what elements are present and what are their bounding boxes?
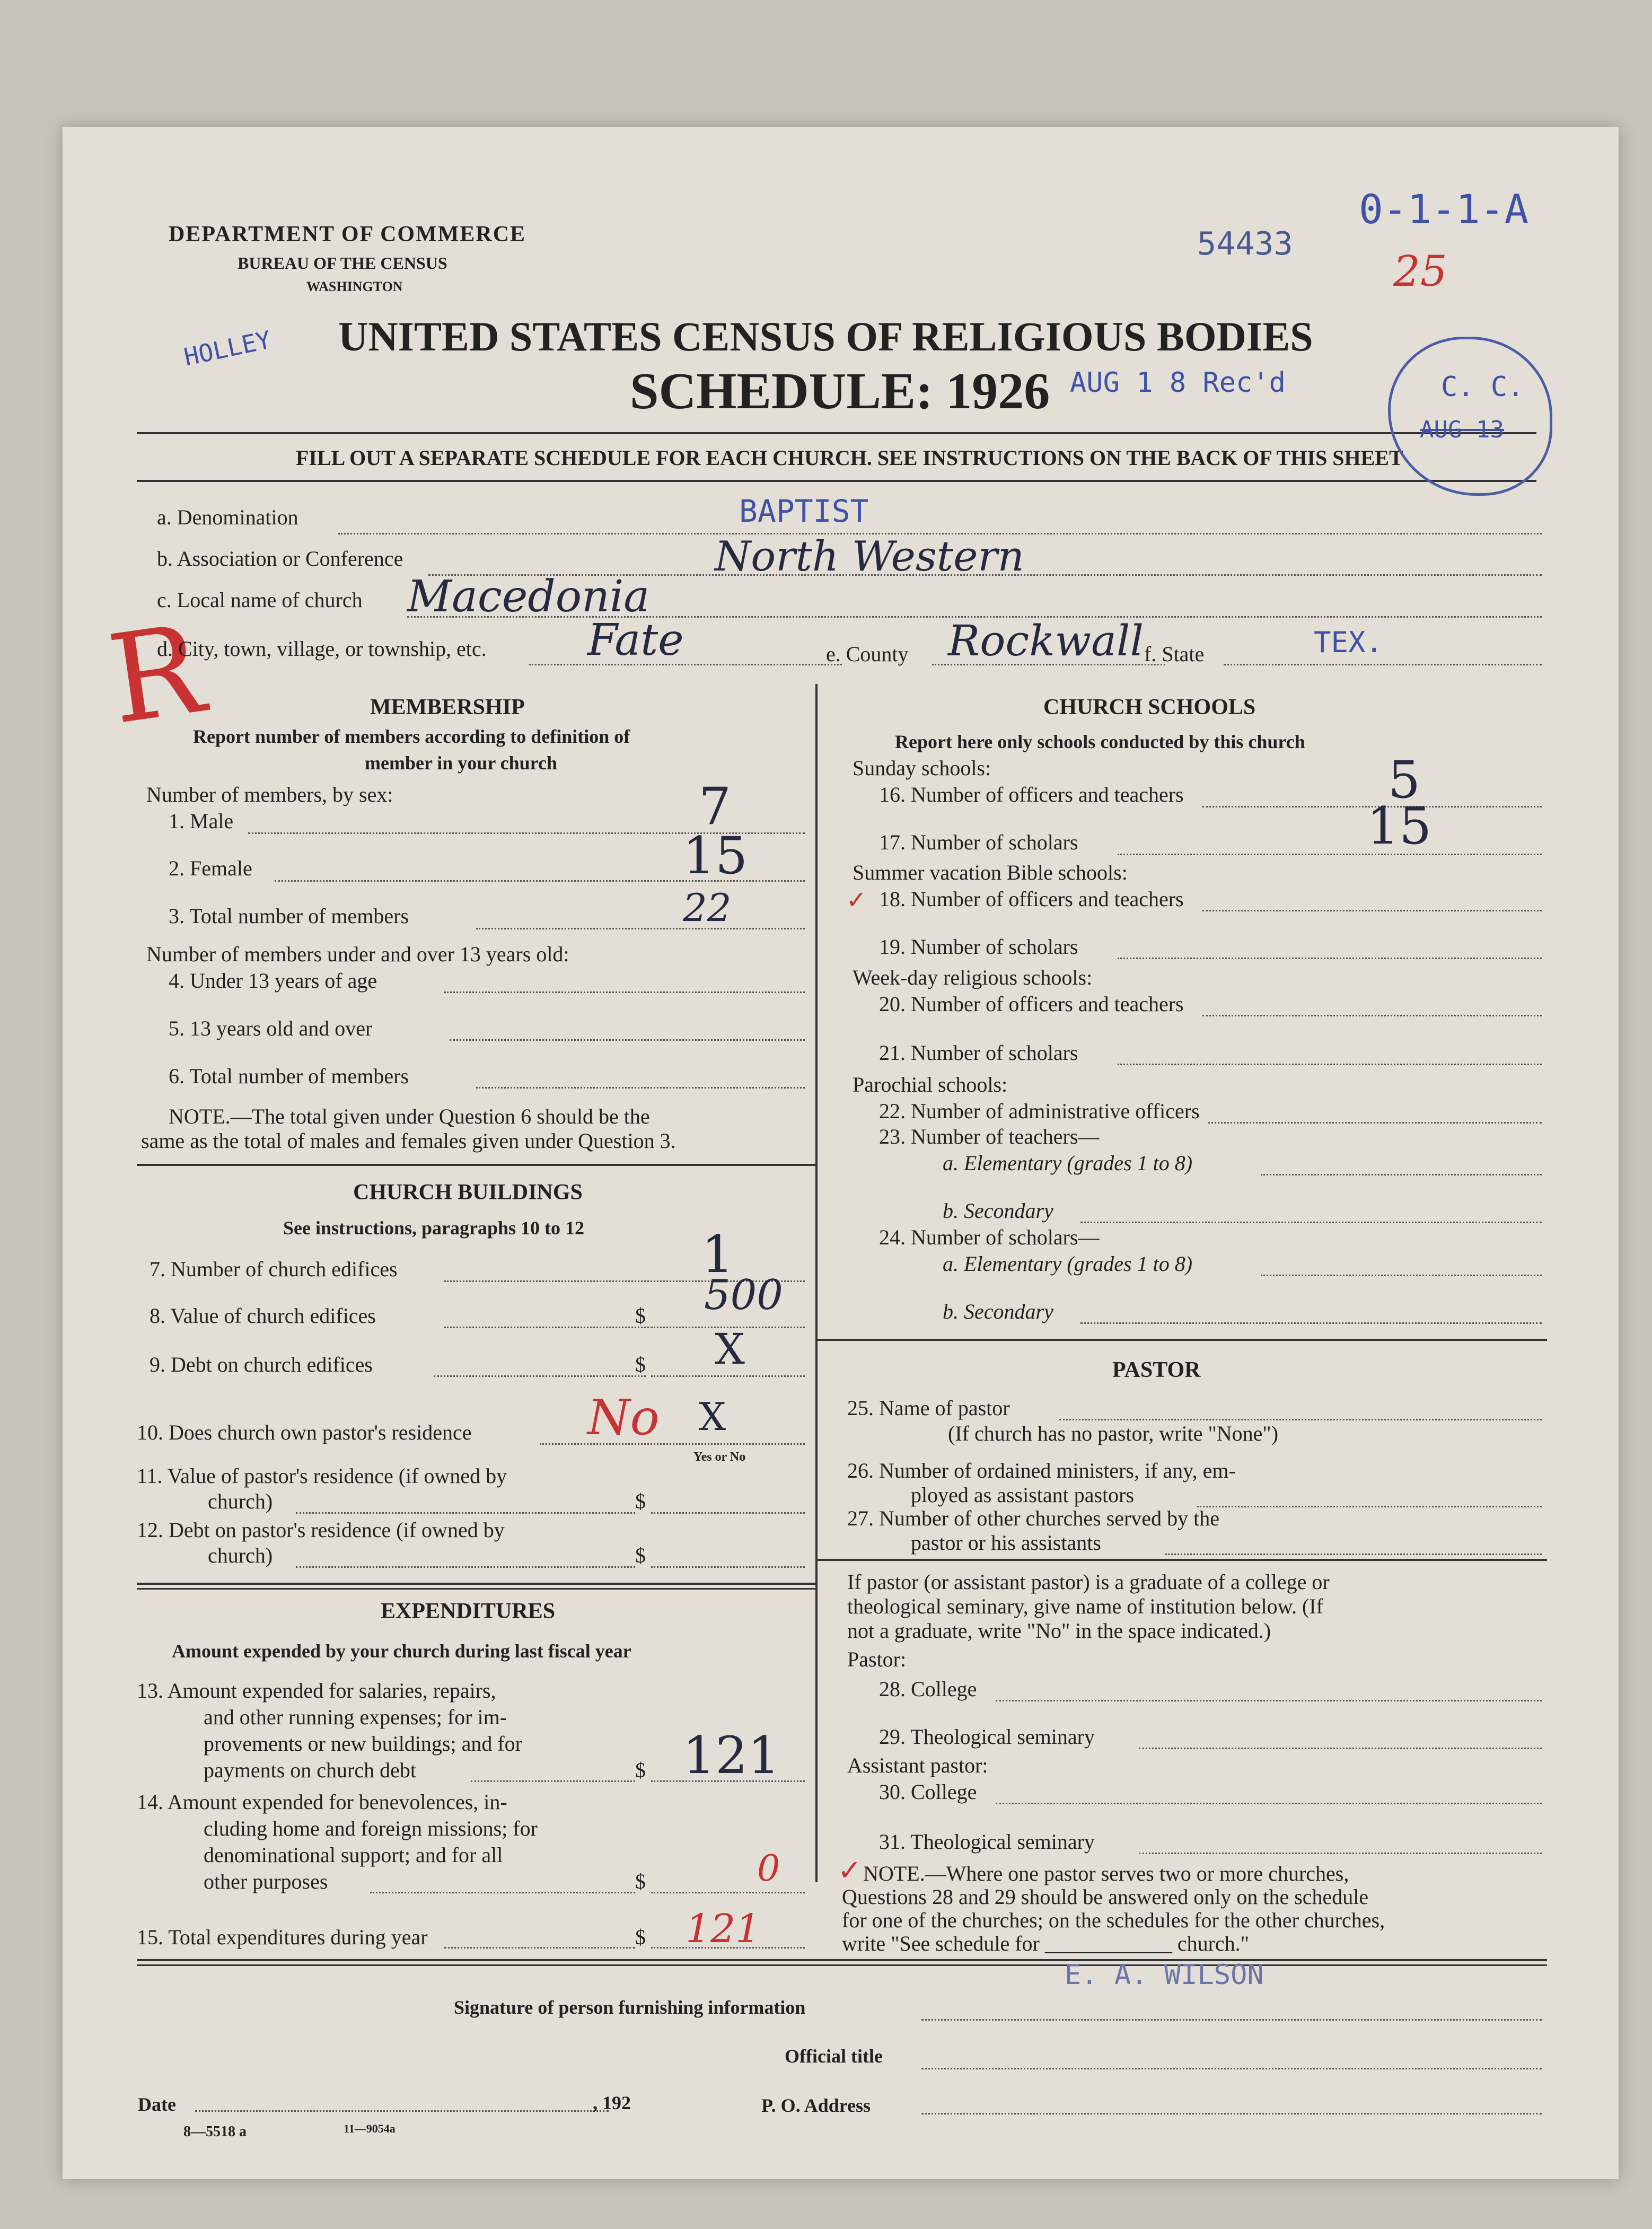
official-title-label: Official title — [785, 2046, 883, 2067]
church-name-label: c. Local name of church — [157, 588, 363, 612]
graduate-note-line2: theological seminary, give name of institution below. (If — [847, 1594, 1323, 1618]
washington-heading: WASHINGTON — [306, 279, 403, 294]
date-label: Date — [138, 2094, 176, 2115]
membership-note2: same as the total of males and females given under Question 3. — [141, 1129, 676, 1153]
q25-label: 25. Name of pastor — [847, 1396, 1010, 1420]
q31-label: 31. Theological seminary — [879, 1830, 1095, 1854]
summer-schools-label: Summer vacation Bible schools: — [853, 861, 1128, 884]
red-number-annotation: 25 — [1393, 247, 1447, 296]
association-label: b. Association or Conference — [157, 547, 403, 571]
denomination-value: BAPTIST — [739, 493, 869, 529]
q14-answer: 0 — [757, 1848, 780, 1890]
q13-dollar: $ — [635, 1758, 646, 1782]
city-line[interactable] — [529, 664, 842, 665]
q23a-line[interactable] — [1261, 1174, 1542, 1175]
q16-label: 16. Number of officers and teachers — [879, 783, 1184, 806]
buildings-rule-double — [137, 1588, 815, 1590]
buildings-rule — [137, 1583, 815, 1585]
q13-line[interactable] — [471, 1780, 635, 1782]
q17-label: 17. Number of scholars — [879, 830, 1078, 854]
pastor-note-line1: NOTE.—Where one pastor serves two or more churches, — [863, 1862, 1349, 1885]
red-r-mark: R — [101, 599, 212, 752]
q9-dollar: $ — [635, 1353, 646, 1376]
q14-line[interactable] — [370, 1892, 635, 1893]
q24a-line[interactable] — [1261, 1275, 1542, 1276]
q13-label-line1: 13. Amount expended for salaries, repairs, — [137, 1679, 496, 1703]
q24-label: 24. Number of scholars— — [879, 1225, 1100, 1249]
q9-amount-line[interactable] — [651, 1375, 805, 1377]
signature-line[interactable] — [921, 2019, 1542, 2021]
q14-label-line1: 14. Amount expended for benevolences, in- — [137, 1790, 507, 1814]
q21-label: 21. Number of scholars — [879, 1041, 1078, 1065]
q8-answer: 500 — [704, 1271, 783, 1319]
po-address-line[interactable] — [921, 2113, 1542, 2114]
q15-answer: 121 — [686, 1906, 761, 1952]
q22-line[interactable] — [1208, 1122, 1542, 1124]
buildings-heading: CHURCH BUILDINGS — [353, 1180, 583, 1205]
q20-label: 20. Number of officers and teachers — [879, 992, 1184, 1016]
membership-sub2: member in your church — [365, 752, 558, 774]
q27-label-line1: 27. Number of other churches served by the — [847, 1506, 1219, 1530]
q20-line[interactable] — [1202, 1015, 1542, 1016]
q4-line[interactable] — [444, 991, 805, 993]
q2-label: 2. Female — [169, 856, 252, 880]
pastor-note-line4: write "See schedule for ____________ church." — [842, 1932, 1250, 1955]
column-divider — [815, 684, 818, 1882]
q24a-label: a. Elementary (grades 1 to 8) — [943, 1252, 1193, 1276]
parochial-schools-label: Parochial schools: — [853, 1073, 1008, 1096]
q23b-line[interactable] — [1080, 1222, 1542, 1223]
association-value: North Western — [715, 533, 1024, 581]
q15-line[interactable] — [444, 1947, 635, 1949]
q11-label-line2: church) — [208, 1489, 273, 1513]
q16-answer: 5 — [1388, 750, 1421, 810]
membership-heading: MEMBERSHIP — [370, 695, 525, 719]
pastor-rule — [815, 1559, 1547, 1561]
q25-note: (If church has no pastor, write "None") — [948, 1421, 1279, 1445]
form-number: 8—5518 a — [183, 2123, 247, 2140]
by-sex-label: Number of members, by sex: — [146, 783, 393, 806]
q26-label-line1: 26. Number of ordained ministers, if any, em- — [847, 1459, 1236, 1482]
state-value: TEX. — [1314, 626, 1383, 659]
pastor-note-line2: Questions 28 and 29 should be answered only on the schedule — [842, 1885, 1369, 1909]
buildings-sub: See instructions, paragraphs 10 to 12 — [283, 1217, 585, 1239]
q4-label: 4. Under 13 years of age — [169, 969, 377, 993]
census-form-sheet — [63, 127, 1619, 2179]
membership-note1: NOTE.—The total given under Question 6 should be the — [169, 1104, 650, 1128]
pastor-heading: PASTOR — [1112, 1358, 1201, 1382]
q31-line[interactable] — [1139, 1853, 1542, 1854]
number-stamp: 54433 — [1197, 225, 1293, 262]
print-code: 11—9054a — [344, 2122, 396, 2135]
q15-dollar: $ — [635, 1925, 646, 1949]
q29-label: 29. Theological seminary — [879, 1725, 1095, 1749]
sunday-schools-label: Sunday schools: — [853, 756, 991, 780]
q26-label-line2: ployed as assistant pastors — [911, 1483, 1135, 1507]
q22-label: 22. Number of administrative officers — [879, 1099, 1200, 1123]
pastor-note-line3: for one of the churches; on the schedules for the other churches, — [842, 1908, 1385, 1932]
bureau-heading: BUREAU OF THE CENSUS — [238, 253, 447, 273]
footer-rule — [137, 1959, 1547, 1961]
q9-label: 9. Debt on church edifices — [150, 1353, 373, 1376]
q14-label-line4: other purposes — [204, 1870, 328, 1893]
q2-answer: 15 — [683, 826, 748, 885]
q18-line[interactable] — [1202, 910, 1542, 911]
note-check-mark: ✓ — [838, 1855, 862, 1886]
city-value: Fate — [587, 615, 684, 665]
schools-heading: CHURCH SCHOOLS — [1043, 695, 1256, 719]
header-rule-top — [137, 432, 1536, 434]
holley-stamp: HOLLEY — [181, 325, 274, 372]
q10-label: 10. Does church own pastor's residence — [137, 1420, 472, 1444]
q3-label: 3. Total number of members — [169, 904, 409, 928]
q14-label-line3: denominational support; and for all — [204, 1843, 503, 1867]
q13-answer: 121 — [683, 1726, 780, 1785]
q11-amount-line[interactable] — [651, 1512, 805, 1514]
q29-line[interactable] — [1139, 1748, 1542, 1749]
church-name-value: Macedonia — [407, 572, 650, 622]
q7-label: 7. Number of church edifices — [150, 1257, 398, 1281]
q12-amount-line[interactable] — [651, 1566, 805, 1568]
q13-label-line4: payments on church debt — [204, 1758, 416, 1782]
q8-label: 8. Value of church edifices — [150, 1304, 376, 1328]
q23a-label: a. Elementary (grades 1 to 8) — [943, 1151, 1193, 1175]
schedule-title: SCHEDULE: 1926 — [630, 363, 1050, 420]
q23b-label: b. Secondary — [943, 1199, 1053, 1223]
q24b-line[interactable] — [1080, 1322, 1542, 1324]
q26-line[interactable] — [1197, 1506, 1542, 1507]
q23-label: 23. Number of teachers— — [879, 1125, 1100, 1148]
q11-label-line1: 11. Value of pastor's residence (if owned by — [137, 1464, 507, 1488]
cc-stamp-date: AUG 13 — [1420, 416, 1504, 443]
q1-answer: 7 — [699, 777, 732, 836]
county-label: e. County — [826, 642, 909, 666]
state-label: f. State — [1144, 642, 1205, 666]
footer-rule-double — [137, 1964, 1547, 1966]
file-code-stamp: 0-1-1-A — [1359, 186, 1529, 233]
q11-line[interactable] — [296, 1512, 635, 1514]
q12-label-line1: 12. Debt on pastor's residence (if owned by — [137, 1518, 505, 1542]
form-title: UNITED STATES CENSUS OF RELIGIOUS BODIES — [338, 313, 1313, 359]
instruction-line: FILL OUT A SEPARATE SCHEDULE FOR EACH CHURCH. SEE INSTRUCTIONS ON THE BACK OF THIS SHEET — [296, 446, 1403, 470]
q24b-label: b. Secondary — [943, 1300, 1053, 1323]
date-line[interactable] — [195, 2110, 609, 2112]
q14-amount-line[interactable] — [651, 1892, 805, 1893]
membership-rule — [137, 1164, 815, 1166]
q15-label: 15. Total expenditures during year — [137, 1925, 428, 1949]
q28-label: 28. College — [879, 1677, 977, 1701]
q21-line[interactable] — [1118, 1064, 1542, 1065]
membership-sub1: Report number of members according to definition of — [193, 726, 630, 747]
q7-answer: 1 — [701, 1225, 734, 1284]
q17-line[interactable] — [1118, 854, 1542, 855]
assistant-pastor-label: Assistant pastor: — [847, 1753, 988, 1777]
denomination-label: a. Denomination — [157, 505, 298, 529]
q10-x-mark: X — [699, 1394, 726, 1439]
q30-line[interactable] — [996, 1803, 1542, 1804]
q1-label: 1. Male — [169, 809, 234, 833]
q18-label: 18. Number of officers and teachers — [879, 887, 1184, 911]
expenditures-heading: EXPENDITURES — [381, 1599, 556, 1624]
q18-check-mark: ✓ — [846, 887, 867, 914]
q27-label-line2: pastor or his assistants — [911, 1531, 1101, 1555]
q3-line[interactable] — [476, 928, 805, 929]
received-date-stamp: AUG 1 8 Rec'd — [1070, 367, 1286, 399]
header-rule-bottom — [137, 480, 1536, 482]
q6-line[interactable] — [476, 1087, 805, 1089]
q19-line[interactable] — [1118, 958, 1542, 959]
q3-answer: 22 — [683, 885, 732, 930]
state-line[interactable] — [1224, 664, 1542, 665]
q28-line[interactable] — [996, 1700, 1542, 1701]
q14-label-line2: cluding home and foreign missions; for — [204, 1816, 538, 1840]
q13-label-line3: provements or new buildings; and for — [204, 1732, 522, 1756]
graduate-note-line3: not a graduate, write "No" in the space indicated.) — [847, 1619, 1271, 1643]
wilson-stamp: E. A. WILSON — [1065, 1959, 1264, 1991]
q13-label-line2: and other running expenses; for im- — [204, 1705, 507, 1729]
schools-sub: Report here only schools conducted by this church — [895, 731, 1305, 752]
q12-line[interactable] — [296, 1566, 635, 1568]
q12-label-line2: church) — [208, 1543, 273, 1567]
q19-label: 19. Number of scholars — [879, 935, 1078, 959]
q10-answer: No — [587, 1389, 660, 1446]
city-label: d. City, town, village, or township, etc. — [157, 637, 487, 661]
q11-dollar: $ — [635, 1489, 646, 1513]
q9-line[interactable] — [434, 1375, 646, 1377]
pastor-subsection-label: Pastor: — [847, 1647, 907, 1671]
q12-dollar: $ — [635, 1543, 646, 1567]
official-title-line[interactable] — [921, 2068, 1542, 2069]
q5-label: 5. 13 years old and over — [169, 1016, 373, 1040]
q14-dollar: $ — [635, 1870, 646, 1893]
cc-stamp-text: C. C. — [1441, 371, 1524, 403]
q8-dollar: $ — [635, 1304, 646, 1328]
q10-line[interactable] — [540, 1443, 805, 1445]
q30-label: 30. College — [879, 1780, 977, 1804]
po-address-label: P. O. Address — [761, 2095, 871, 2116]
signature-label: Signature of person furnishing information — [454, 1997, 806, 2018]
by-age-label: Number of members under and over 13 years old: — [146, 942, 569, 966]
county-value: Rockwall — [948, 616, 1144, 665]
q5-line[interactable] — [450, 1039, 805, 1041]
q25-line[interactable] — [1059, 1419, 1542, 1420]
yes-no-caption: Yes or No — [693, 1450, 746, 1464]
weekday-schools-label: Week-day religious schools: — [853, 966, 1093, 989]
q9-answer: X — [715, 1324, 745, 1374]
date-year: , 192 — [593, 2092, 631, 2113]
graduate-note-line1: If pastor (or assistant pastor) is a graduate of a college or — [847, 1570, 1330, 1594]
expenditures-sub: Amount expended by your church during last fiscal year — [172, 1640, 631, 1662]
department-heading: DEPARTMENT OF COMMERCE — [169, 222, 526, 247]
schools-rule — [815, 1339, 1547, 1341]
q17-answer: 15 — [1367, 796, 1432, 856]
q6-label: 6. Total number of members — [169, 1064, 409, 1088]
q27-line[interactable] — [1165, 1554, 1542, 1555]
